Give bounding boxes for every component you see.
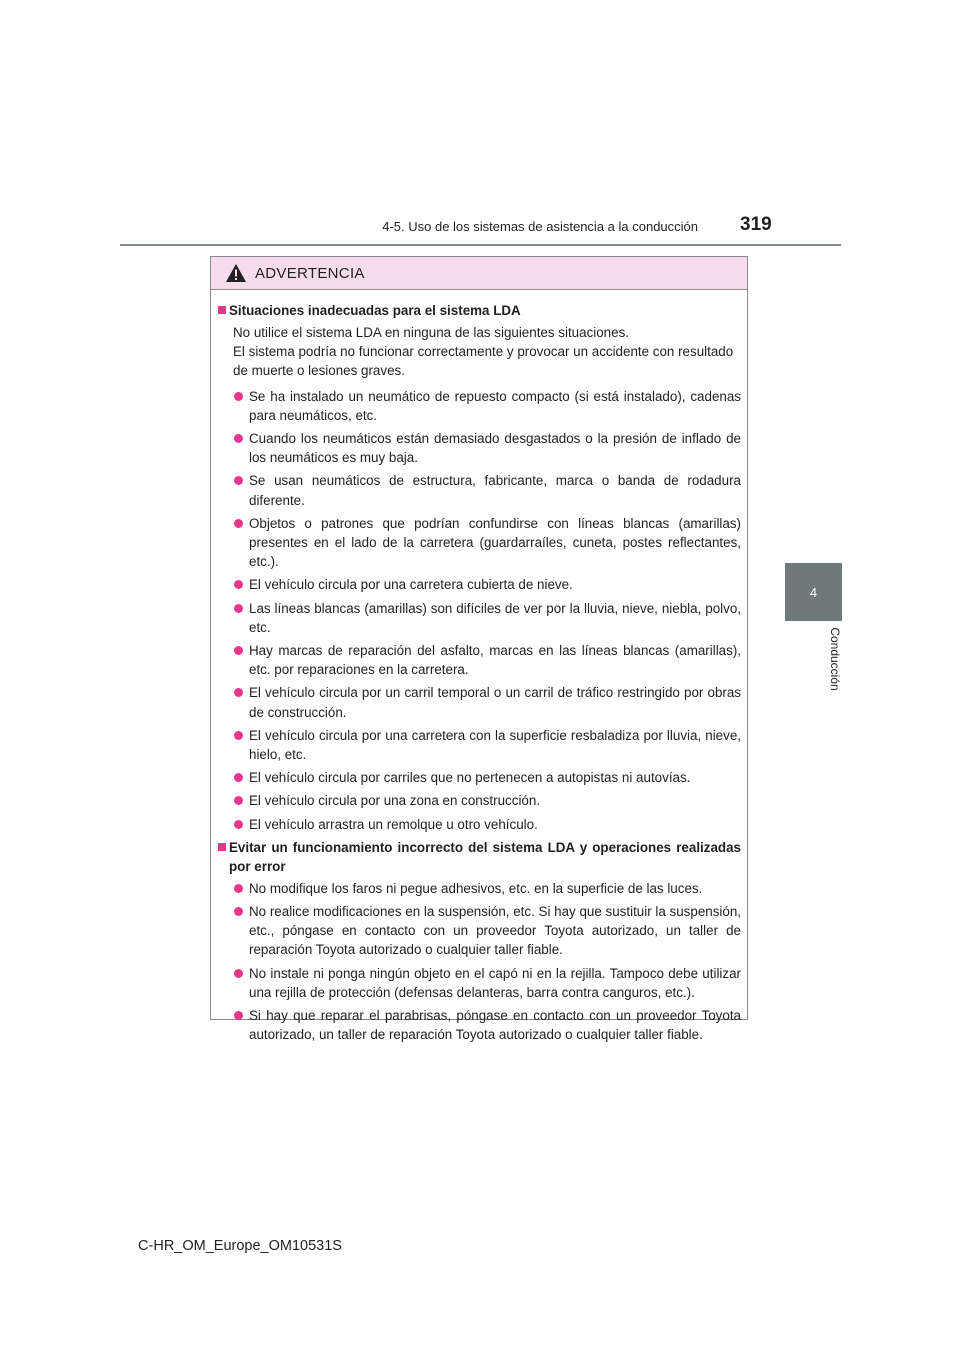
circle-bullet-icon <box>234 688 243 697</box>
list-item-text: El vehículo circula por una carretera con la superficie resbaladiza por lluvia, nieve, hielo, etc. <box>249 727 741 763</box>
header-section-title: 4-5. Uso de los sistemas de asistencia a la conducción <box>382 219 698 234</box>
circle-bullet-icon <box>234 969 243 978</box>
list-item <box>218 575 741 594</box>
section-text <box>218 323 741 381</box>
section-title <box>218 301 741 320</box>
circle-bullet-icon <box>234 1011 243 1020</box>
list-item-text: Cuando los neumáticos están demasiado desgastados o la presión de inflado de los neumáticos es muy baja. <box>249 431 741 466</box>
list-item <box>218 641 741 679</box>
document-id: C-HR_OM_Europe_OM10531S <box>138 1238 342 1254</box>
list-item-text: Las líneas blancas (amarillas) son difíciles de ver por la lluvia, nieve, niebla, polvo, etc. <box>249 600 741 635</box>
section-title-text: Situaciones inadecuadas para el sistema LDA <box>229 303 521 318</box>
circle-bullet-icon <box>234 434 243 443</box>
list-item-text: El vehículo circula por carriles que no pertenecen a autopistas ni autovías. <box>249 770 691 786</box>
header-divider <box>120 244 841 246</box>
list-item-text: Se usan neumáticos de estructura, fabricante, marca o banda de rodadura diferente. <box>249 473 741 508</box>
section-text-line: No utilice el sistema LDA en ninguna de las siguientes situaciones. <box>233 325 629 340</box>
list-item-text: Objetos o patrones que podrían confundirse con líneas blancas (amarillas) presentes en el lado de la carretera (guardarraíles, cuneta, postes reflectantes, etc.). <box>249 515 741 570</box>
list-item <box>218 726 741 764</box>
section-title <box>218 838 741 876</box>
section-title-text: Evitar un funcionamiento incorrecto del sistema LDA y operaciones realizadas por error <box>229 839 741 874</box>
chapter-tab <box>785 563 842 621</box>
warning-title: ADVERTENCIA <box>255 264 365 282</box>
circle-bullet-icon <box>234 604 243 613</box>
list-item-text: El vehículo arrastra un remolque u otro vehículo. <box>249 816 538 832</box>
circle-bullet-icon <box>234 773 243 782</box>
circle-bullet-icon <box>234 580 243 589</box>
list-item-text: No realice modificaciones en la suspensión, etc. Si hay que sustituir la suspensión, etc., póngase en contacto con un proveedor Toyota autorizado, un taller de reparación Toyota autorizado o cualquier taller fiable. <box>249 904 742 958</box>
list-item <box>218 429 741 467</box>
section-text-line: El sistema podría no funcionar correctamente y provocar un accidente con resultado de muerte o lesiones graves. <box>233 344 734 379</box>
page-number: 319 <box>740 214 772 235</box>
list-item-text: El vehículo circula por una carretera cubierta de nieve. <box>249 577 573 593</box>
circle-bullet-icon <box>234 796 243 805</box>
warning-header <box>211 257 747 290</box>
list-item <box>218 387 741 425</box>
list-item <box>218 768 741 787</box>
list-item <box>218 514 741 572</box>
list-item-text: El vehículo circula por una zona en construcción. <box>249 793 541 809</box>
circle-bullet-icon <box>234 392 243 401</box>
circle-bullet-icon <box>234 907 243 916</box>
list-item <box>218 1006 741 1044</box>
circle-bullet-icon <box>234 646 243 655</box>
list-item-text: Si hay que reparar el parabrisas, póngase en contacto con un proveedor Toyota autorizado, un taller de reparación Toyota autorizado o cualquier taller fiable. <box>249 1008 741 1043</box>
list-item-text: Se ha instalado un neumático de repuesto compacto (si está instalado), cadenas para neumáticos, etc. <box>249 388 741 423</box>
list-item <box>218 683 741 721</box>
list-item <box>218 815 741 834</box>
list-item <box>218 791 741 810</box>
list-item-text: No modifique los faros ni pegue adhesivos, etc. en la superficie de las luces. <box>249 880 703 896</box>
list-item <box>218 964 741 1002</box>
circle-bullet-icon <box>234 519 243 528</box>
chapter-label: Conducción <box>828 627 842 691</box>
list-item-text: Hay marcas de reparación del asfalto, marcas en las líneas blancas (amarillas), etc. por reparaciones en la carretera. <box>249 643 741 678</box>
circle-bullet-icon <box>234 731 243 740</box>
circle-bullet-icon <box>234 476 243 485</box>
square-bullet-icon <box>218 843 226 851</box>
square-bullet-icon <box>218 306 226 314</box>
chapter-number: 4 <box>809 584 818 600</box>
warning-body <box>211 290 747 1045</box>
list-item <box>218 471 741 509</box>
list-item <box>218 879 741 898</box>
list-item <box>218 599 741 637</box>
circle-bullet-icon <box>234 820 243 829</box>
list-item-text: No instale ni ponga ningún objeto en el capó ni en la rejilla. Tampoco debe utilizar una rejilla de protección (defensas delanteras, barra contra canguros, etc.). <box>249 965 741 1000</box>
warning-triangle-icon <box>225 263 247 283</box>
circle-bullet-icon <box>234 884 243 893</box>
list-item-text: El vehículo circula por un carril temporal o un carril de tráfico restringido por obras de construcción. <box>249 685 741 720</box>
warning-box <box>210 256 748 1043</box>
list-item <box>218 902 741 960</box>
